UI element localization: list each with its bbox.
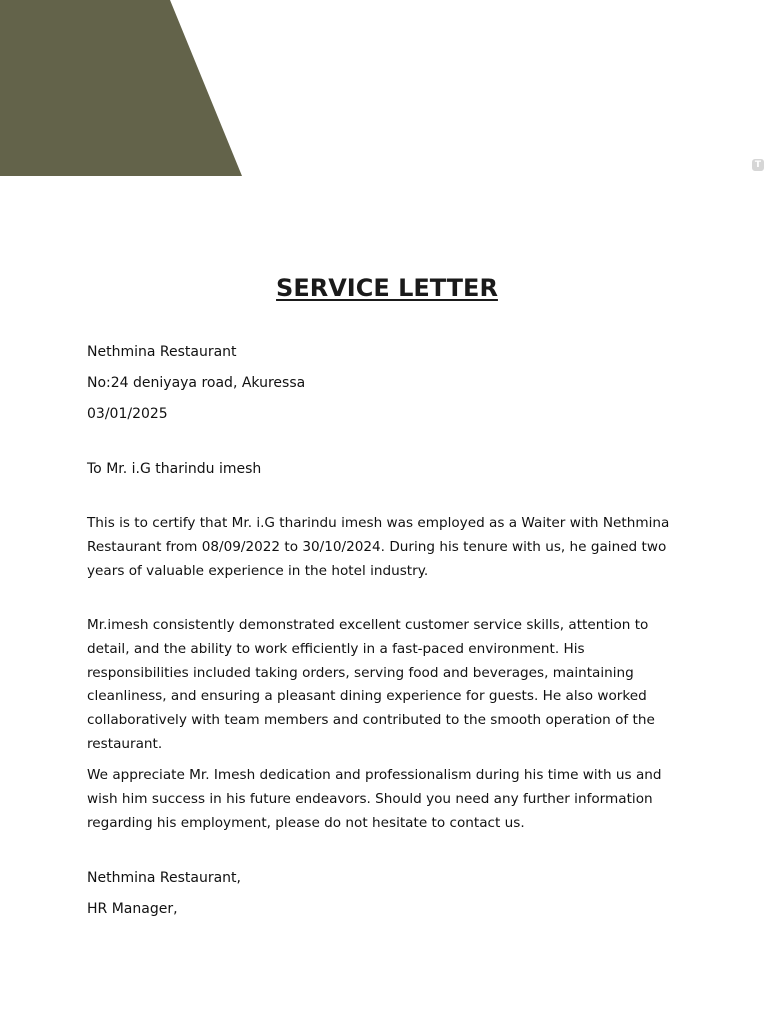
body-paragraph-2: Mr.imesh consistently demonstrated excellent customer service skills, attention to detail, and the ability to work efficiently in a fast-paced environment. His responsibilities included taking orders, serving food and beverages, maintaining cleanliness, and ensuring a pleasant dining experience for guests. He also worked collaboratively with team members and contributed to the smooth operation of the restaurant.: [87, 617, 655, 752]
letter-title: SERVICE LETTER: [276, 274, 498, 302]
body-paragraph-3: We appreciate Mr. Imesh dedication and professionalism during his time with us and wish him success in his future endeavors. Should you need any further information regarding his employment, please do not hesitate to contact us.: [87, 767, 662, 831]
header-decorative-shape: [0, 0, 242, 176]
text-badge-icon[interactable]: T: [752, 159, 764, 171]
sender-address: No:24 deniyaya road, Akuressa: [87, 375, 306, 391]
letter-date: 03/01/2025: [87, 406, 168, 422]
body-paragraph-1: This is to certify that Mr. i.G tharindu imesh was employed as a Waiter with Nethmina Restaurant from 08/09/2022 to 30/10/2024. During his tenure with us, he gained two years of valuable experience in the hotel industry.: [87, 515, 670, 579]
recipient-line: To Mr. i.G tharindu imesh: [87, 461, 262, 477]
signature-organization: Nethmina Restaurant,: [87, 870, 241, 886]
sender-name: Nethmina Restaurant: [87, 344, 237, 360]
signature-role: HR Manager,: [87, 901, 178, 917]
